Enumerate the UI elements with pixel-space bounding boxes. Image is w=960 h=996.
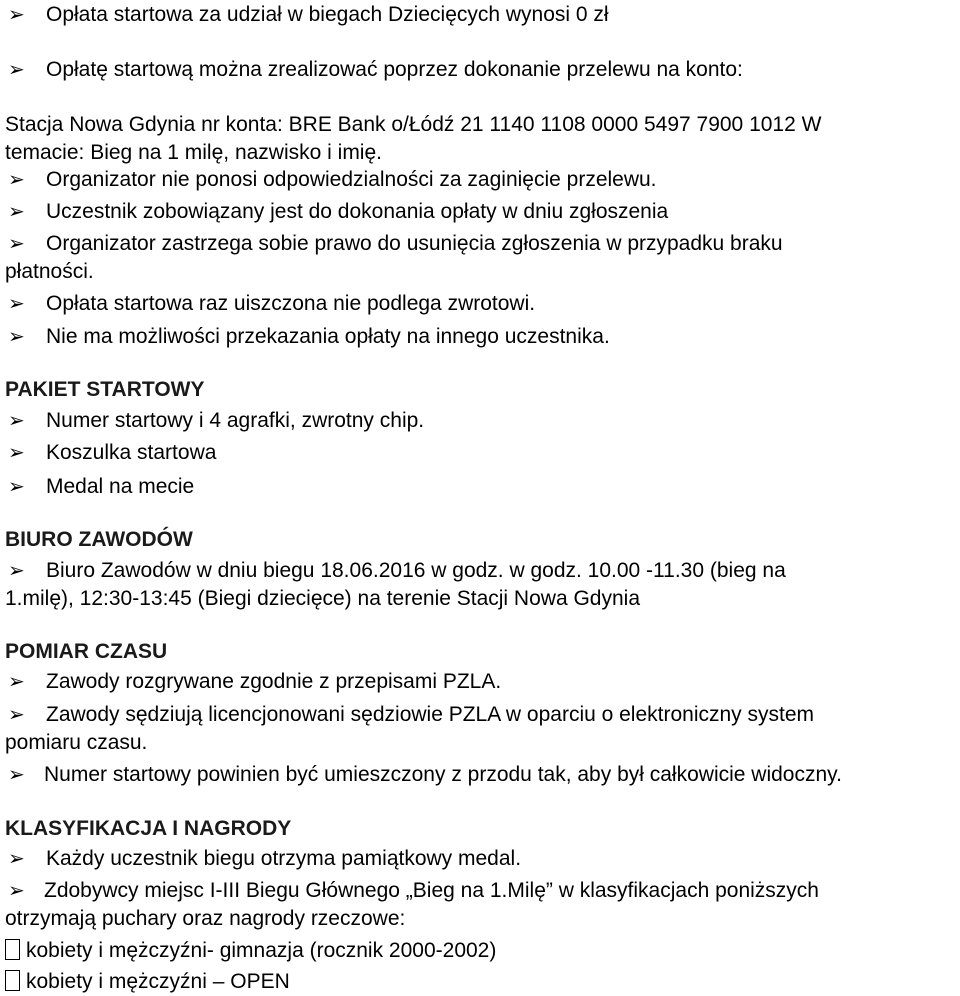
arrow-bullet-icon: ➢: [8, 704, 25, 726]
bullet-text: Zawody sędziują licencjonowani sędziowie PZLA w oparciu o elektroniczny system: [46, 703, 815, 726]
bullet-item: [8, 475, 194, 499]
arrow-bullet-icon: ➢: [8, 293, 25, 315]
arrow-bullet-icon: ➢: [8, 410, 25, 432]
bullet-text: Organizator nie ponosi odpowiedzialności za zaginięcie przelewu.: [46, 168, 657, 191]
bullet-text: Numer startowy powinien być umieszczony z przodu tak, aby był całkowicie widoczny.: [44, 763, 842, 786]
empty-box-icon: [5, 939, 20, 960]
bullet-item: [8, 670, 501, 694]
empty-box-icon: [5, 970, 20, 991]
arrow-bullet-icon: ➢: [8, 169, 25, 191]
bullet-text: Każdy uczestnik biegu otrzyma pamiątkowy medal.: [46, 847, 522, 870]
bullet-item: [8, 409, 424, 433]
arrow-bullet-icon: ➢: [8, 201, 25, 223]
arrow-bullet-icon: ➢: [8, 848, 25, 870]
bullet-text: Opłatę startową można zrealizować poprzez dokonanie przelewu na konto:: [46, 58, 743, 81]
bullet-continuation: płatności.: [5, 260, 94, 283]
bullet-item: [8, 763, 842, 787]
bullet-text: Zawody rozgrywane zgodnie z przepisami PZLA.: [46, 670, 502, 693]
bullet-text: Koszulka startowa: [46, 441, 217, 464]
bullet-text: Organizator zastrzega sobie prawo do usunięcia zgłoszenia w przypadku braku: [46, 232, 783, 255]
arrow-bullet-icon: ➢: [8, 326, 25, 348]
bullet-text: Uczestnik zobowiązany jest do dokonania opłaty w dniu zgłoszenia: [46, 200, 669, 223]
bullet-item: [8, 58, 743, 82]
bullet-item: [8, 847, 521, 871]
bullet-item: [8, 292, 535, 316]
bullet-item: [8, 559, 786, 583]
section-heading-pomiar: POMIAR CZASU: [5, 640, 168, 663]
arrow-bullet-icon: ➢: [8, 764, 25, 786]
arrow-bullet-icon: ➢: [8, 233, 25, 255]
category-item: [5, 939, 496, 963]
bullet-continuation: 1.milę), 12:30-13:45 (Biegi dziecięce) na terenie Stacji Nowa Gdynia: [5, 587, 640, 610]
arrow-bullet-icon: ➢: [8, 880, 25, 902]
bullet-text: Numer startowy i 4 agrafki, zwrotny chip.: [46, 409, 425, 432]
bullet-text: Medal na mecie: [46, 475, 195, 498]
section-heading-pakiet: PAKIET STARTOWY: [5, 378, 205, 401]
arrow-bullet-icon: ➢: [8, 560, 25, 582]
bullet-item: [8, 200, 668, 224]
bullet-text: Zdobywcy miejsc I-III Biegu Głównego „Bieg na 1.Milę” w klasyfikacjach poniższych: [44, 879, 819, 902]
bullet-item: [8, 3, 609, 27]
bullet-text: Biuro Zawodów w dniu biegu 18.06.2016 w godz. w godz. 10.00 -11.30 (bieg na: [46, 559, 786, 582]
bullet-continuation: otrzymają puchary oraz nagrody rzeczowe:: [5, 907, 406, 930]
arrow-bullet-icon: ➢: [8, 59, 25, 81]
bullet-item: [8, 168, 657, 192]
section-heading-biuro: BIURO ZAWODÓW: [5, 528, 193, 551]
bullet-text: Nie ma możliwości przekazania opłaty na innego uczestnika.: [46, 325, 610, 348]
bullet-text: Opłata startowa raz uiszczona nie podlega zwrotowi.: [46, 292, 536, 315]
arrow-bullet-icon: ➢: [8, 442, 25, 464]
category-text: kobiety i mężczyźni- gimnazja (rocznik 2000-2002): [26, 939, 497, 962]
bullet-text: Opłata startowa za udział w biegach Dziecięcych wynosi 0 zł: [46, 3, 609, 26]
arrow-bullet-icon: ➢: [8, 671, 25, 693]
account-text-line: temacie: Bieg na 1 milę, nazwisko i imię.: [5, 141, 382, 164]
bullet-item: [8, 232, 783, 256]
category-text: kobiety i mężczyźni – OPEN: [26, 970, 290, 993]
account-text-line: Stacja Nowa Gdynia nr konta: BRE Bank o/Łódź 21 1140 1108 0000 5497 7900 1012 W: [5, 113, 822, 136]
bullet-continuation: pomiaru czasu.: [5, 731, 148, 754]
arrow-bullet-icon: ➢: [8, 4, 25, 26]
bullet-item: [8, 879, 819, 903]
arrow-bullet-icon: ➢: [8, 476, 25, 498]
bullet-item: [8, 703, 814, 727]
bullet-item: [8, 441, 216, 465]
bullet-item: [8, 325, 610, 349]
category-item: [5, 970, 290, 994]
section-heading-klasyfikacja: KLASYFIKACJA I NAGRODY: [5, 817, 292, 840]
